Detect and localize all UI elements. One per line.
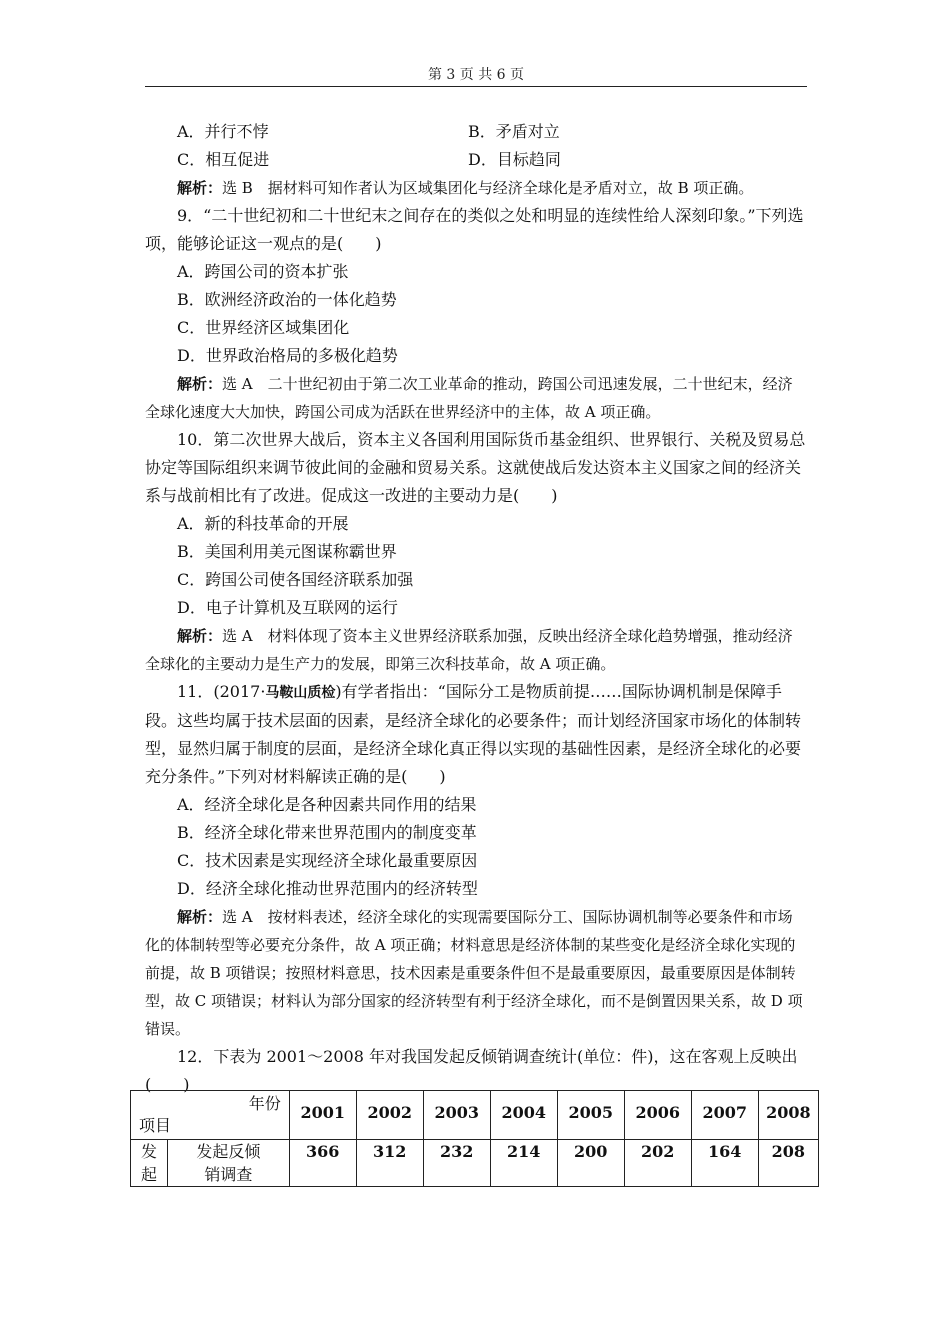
table-header-row: [131, 1091, 819, 1140]
table-cell-value: 202: [624, 1140, 691, 1187]
q11-option-a: A．经济全球化是各种因素共同作用的结果: [177, 795, 477, 814]
q9-option-a: A．跨国公司的资本扩张: [177, 262, 349, 281]
year-header: 2003: [423, 1091, 490, 1140]
corner-item-label: 项目: [139, 1116, 172, 1135]
q11-option-b: B．经济全球化带来世界范围内的制度变革: [177, 823, 477, 842]
q11-option-d: D．经济全球化推动世界范围内的经济转型: [177, 879, 478, 898]
q8-options-row-2: [145, 146, 807, 174]
table-cell-value: 312: [356, 1140, 423, 1187]
table-cell-value: 232: [423, 1140, 490, 1187]
q11-stem-rest: )有学者指出：“国际分工是物质前提……国际协调机制是保障手段。这些均属于技术层面的因素，是经济全球化的必要条件；而计划经济国家市场化的体制转型，显然归属于制度的层面，是经济全球化真正得以实现的基础性因素，是经济全球化的必要充分条件。”下列对材料解读正确的是( ): [145, 682, 802, 786]
q10-analysis-text: 选 A 材料体现了资本主义世界经济联系加强，反映出经济全球化趋势增强，推动经济全球化的主要动力是生产力的发展，即第三次科技革命，故 A 项正确。: [145, 627, 793, 673]
table-cell-value: 200: [557, 1140, 624, 1187]
table-corner-cell: [131, 1091, 290, 1140]
q10-option-a: A．新的科技革命的开展: [177, 514, 349, 533]
q11-analysis: [145, 903, 807, 1043]
year-header: 2007: [691, 1091, 758, 1140]
header-divider: [145, 86, 807, 87]
q11-stem: [145, 678, 807, 791]
q8-option-d: D．目标趋同: [468, 150, 561, 169]
analysis-label: 解析：: [177, 375, 223, 393]
row-label-line-1: 发起反倾: [196, 1142, 261, 1161]
q8-option-a: A．并行不悖: [177, 122, 269, 141]
row-label-cell: [168, 1140, 290, 1187]
q11-source: 马鞍山质检: [265, 685, 336, 701]
analysis-label: 解析：: [177, 908, 223, 926]
q9-option-c: C．世界经济区域集团化: [177, 318, 350, 337]
page-content: [145, 118, 807, 1099]
row-group-line-1: 发: [140, 1142, 157, 1161]
q8-option-b: B．矛盾对立: [468, 122, 560, 141]
q9-analysis: [145, 370, 807, 426]
q9-analysis-text: 选 A 二十世纪初由于第二次工业革命的推动，跨国公司迅速发展，二十世纪末，经济全球化速度大大加快，跨国公司成为活跃在世界经济中的主体，故 A 项正确。: [145, 375, 793, 421]
q8-analysis-text: 选 B 据材料可知作者认为区域集团化与经济全球化是矛盾对立，故 B 项正确。: [222, 179, 754, 197]
q8-analysis: [145, 174, 807, 202]
table-row: [131, 1140, 819, 1187]
row-label-line-2: 销调查: [204, 1165, 253, 1184]
q10-option-d: D．电子计算机及互联网的运行: [177, 598, 398, 617]
q9-stem: 9．“二十世纪初和二十世纪末之间存在的类似之处和明显的连续性给人深刻印象。”下列选项，能够论证这一观点的是( ): [145, 206, 804, 253]
year-header: 2008: [758, 1091, 818, 1140]
year-header: 2004: [490, 1091, 557, 1140]
q11-stem-prefix: 11．(2017·: [177, 682, 266, 701]
page-header: 第 3 页 共 6 页: [427, 67, 525, 83]
q8-options-row-1: [145, 118, 807, 146]
year-header: 2002: [356, 1091, 423, 1140]
q10-option-c: C．跨国公司使各国经济联系加强: [177, 570, 414, 589]
row-group-cell: [131, 1140, 168, 1187]
q10-stem: 10．第二次世界大战后，资本主义各国利用国际货币基金组织、世界银行、关税及贸易总协定等国际组织来调节彼此间的金融和贸易关系。这就使战后发达资本主义国家之间的经济关系与战前相比有了改进。促成这一改进的主要动力是( ): [145, 430, 806, 505]
table-cell-value: 164: [691, 1140, 758, 1187]
q10-option-b: B．美国利用美元图谋称霸世界: [177, 542, 397, 561]
statistics-table: [130, 1090, 819, 1187]
analysis-label: 解析：: [177, 627, 223, 645]
analysis-label: 解析：: [177, 179, 223, 197]
corner-year-label: 年份: [248, 1094, 281, 1113]
q9-option-b: B．欧洲经济政治的一体化趋势: [177, 290, 397, 309]
year-header: 2006: [624, 1091, 691, 1140]
q8-option-c: C．相互促进: [177, 150, 270, 169]
q11-analysis-text: 选 A 按材料表述，经济全球化的实现需要国际分工、国际协调机制等必要条件和市场化的体制转型等必要充分条件，故 A 项正确；材料意思是经济体制的某些变化是经济全球化实现的前提，故 B 项错误；按照材料意思，技术因素是重要条件但不是最重要原因，最重要原因是体制转型，故 C 项错误；材料认为部分国家的经济转型有利于经济全球化，而不是倒置因果关系，故 D 项错误。: [145, 908, 803, 1038]
table-cell-value: 366: [289, 1140, 356, 1187]
q10-analysis: [145, 622, 807, 678]
q12-stem: 12．下表为 2001～2008 年对我国发起反倾销调查统计(单位：件)，这在客观上反映出( ): [145, 1047, 798, 1094]
q9-option-d: D．世界政治格局的多极化趋势: [177, 346, 398, 365]
q11-option-c: C．技术因素是实现经济全球化最重要原因: [177, 851, 478, 870]
year-header: 2005: [557, 1091, 624, 1140]
year-header: 2001: [289, 1091, 356, 1140]
table-cell-value: 208: [758, 1140, 818, 1187]
table-cell-value: 214: [490, 1140, 557, 1187]
row-group-line-2: 起: [140, 1165, 157, 1184]
